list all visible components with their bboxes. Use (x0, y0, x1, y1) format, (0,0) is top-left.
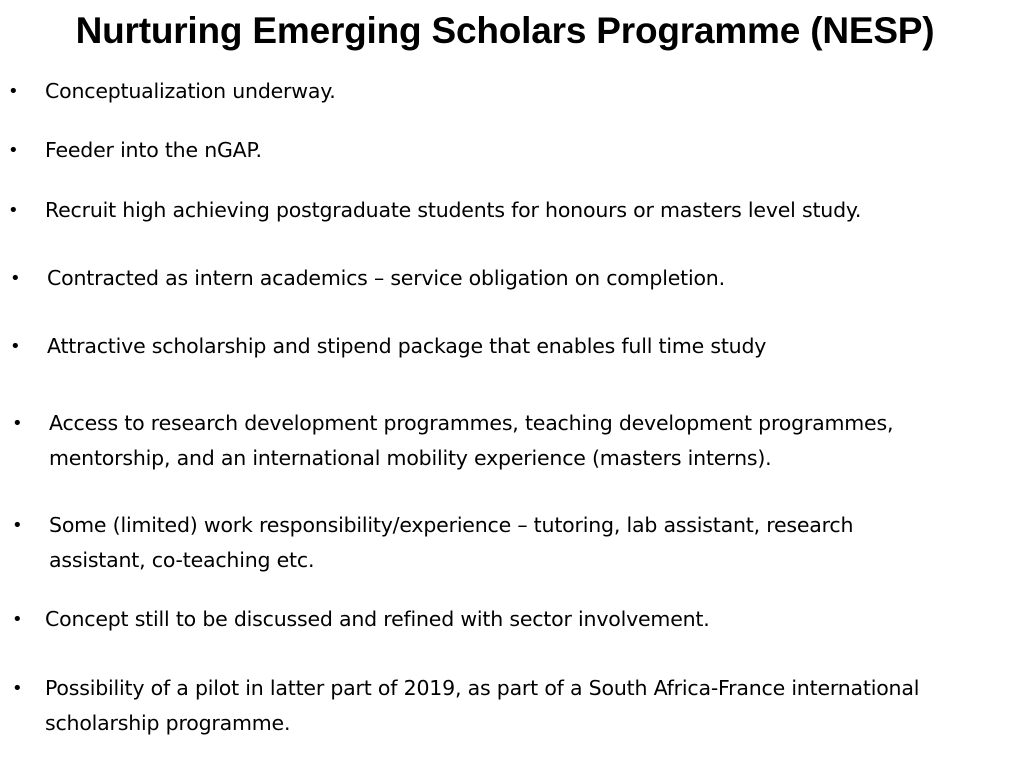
bullet-item (8, 74, 998, 109)
bullet-dot: • (10, 268, 21, 289)
bullet-text: Recruit high achieving postgraduate students for honours or masters level study. (45, 198, 862, 222)
bullet-item (12, 602, 1002, 637)
slide-title: Nurturing Emerging Scholars Programme (NESP) (75, 10, 935, 51)
bullet-item (12, 671, 1017, 741)
bullet-dot: • (10, 336, 21, 357)
bullet-dot: • (8, 140, 19, 161)
bullet-text: Concept still to be discussed and refined with sector involvement. (45, 607, 710, 631)
bullet-text: Feeder into the nGAP. (45, 138, 262, 162)
bullet-text: Some (limited) work responsibility/experience – tutoring, lab assistant, research assistant, co-teaching etc. (49, 513, 854, 572)
bullet-dot: • (8, 81, 19, 102)
bullet-text: Contracted as intern academics – service obligation on completion. (47, 266, 725, 290)
bullet-text: Attractive scholarship and stipend package that enables full time study (47, 334, 767, 358)
bullet-dot: • (12, 413, 23, 434)
bullet-dot: • (8, 200, 19, 221)
bullet-item (8, 133, 998, 168)
bullet-item (10, 261, 1000, 296)
bullet-item (12, 508, 942, 578)
bullet-text: Access to research development programmes, teaching development programmes, mentorship, and an international mobility experience (masters interns). (49, 411, 894, 470)
bullet-item (10, 329, 1000, 364)
bullet-dot: • (12, 678, 23, 699)
bullet-item (12, 406, 972, 476)
bullet-dot: • (12, 515, 23, 536)
bullet-text: Conceptualization underway. (45, 79, 336, 103)
bullet-dot: • (12, 609, 23, 630)
bullet-text: Possibility of a pilot in latter part of 2019, as part of a South Africa-France international scholarship programme. (45, 676, 920, 735)
bullet-item (8, 193, 998, 228)
